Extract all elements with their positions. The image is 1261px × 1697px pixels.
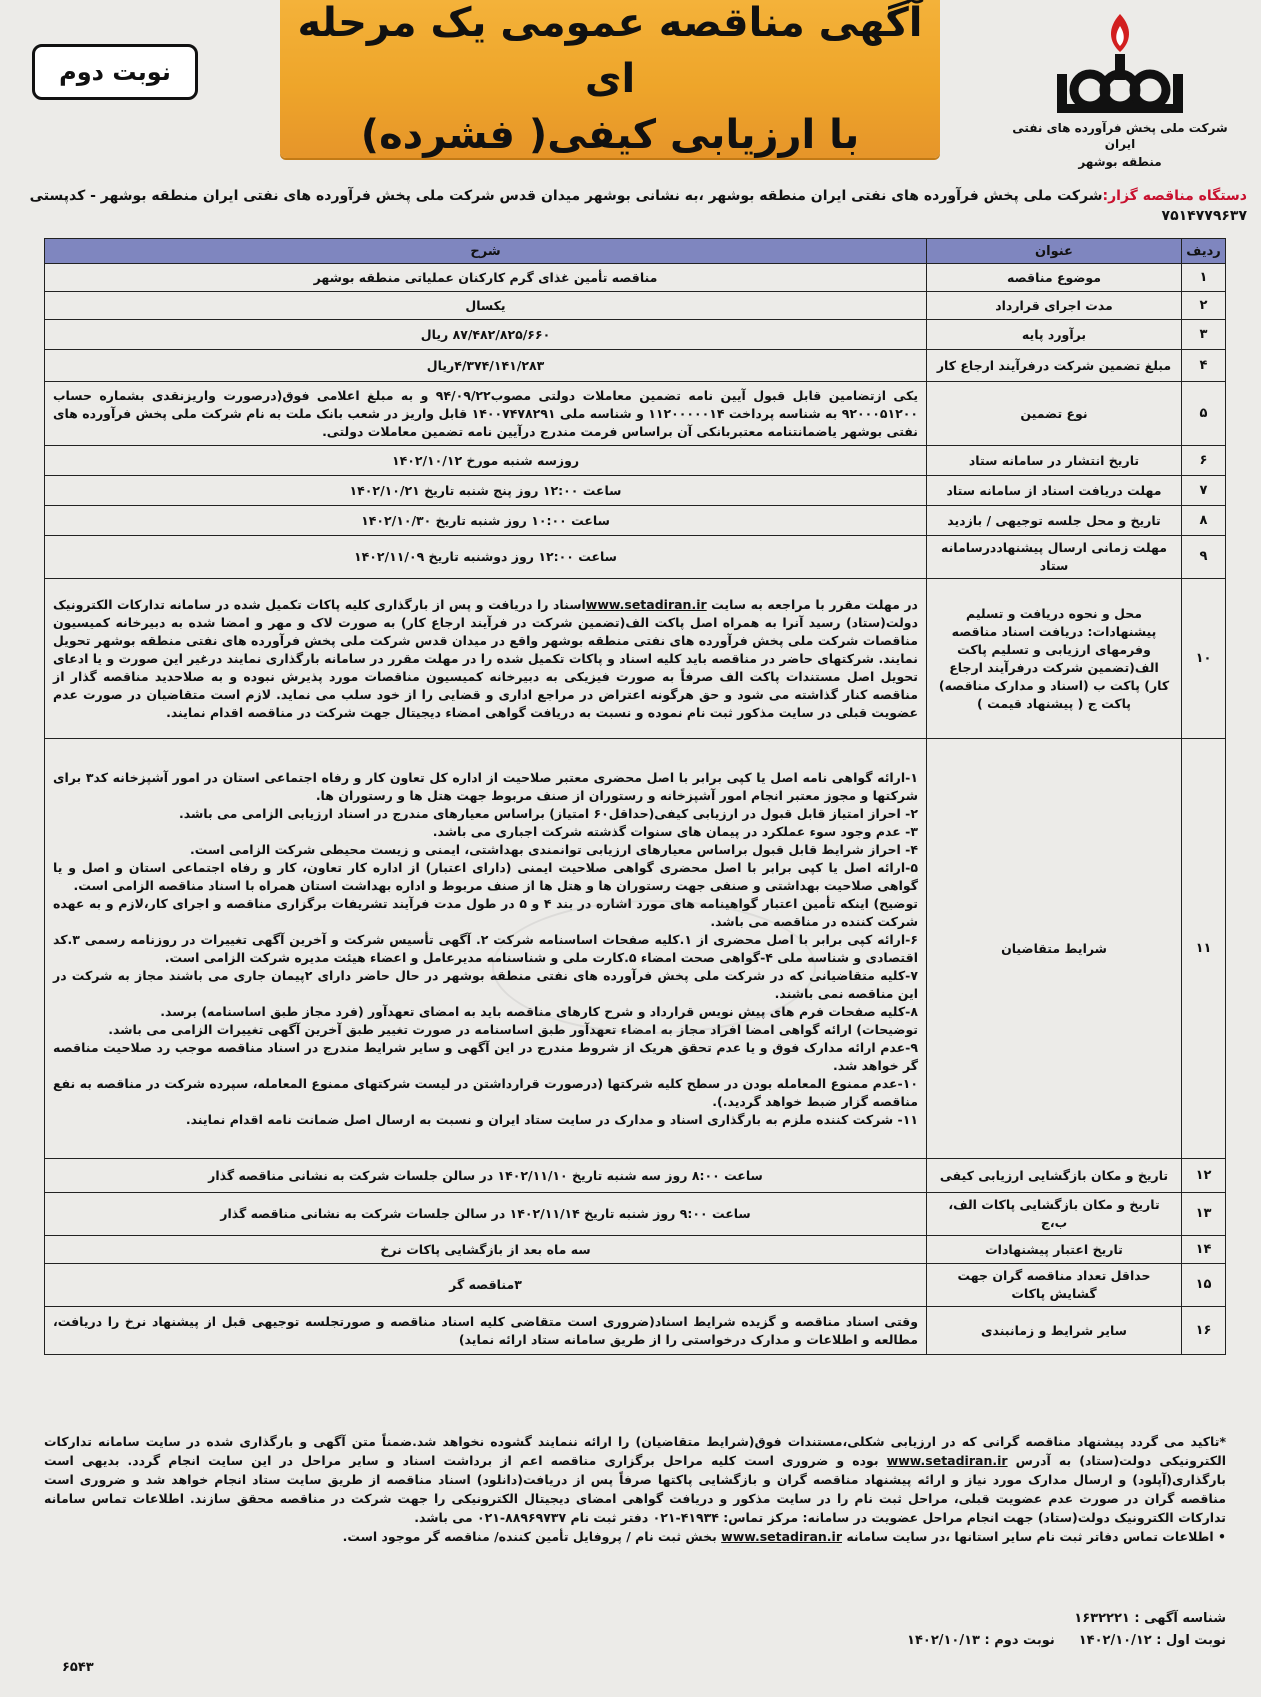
header-title: عنوان xyxy=(927,239,1182,264)
table-row xyxy=(45,1193,1226,1236)
table-row xyxy=(45,446,1226,476)
row-title: مبلغ تضمین شرکت درفرآیند ارجاع کار xyxy=(927,350,1182,382)
flame-logo-icon xyxy=(1045,8,1195,118)
row-description: ۳مناقصه گر xyxy=(45,1264,927,1307)
second-publication: نوبت دوم : ۱۴۰۲/۱۰/۱۳ xyxy=(907,1633,1055,1648)
company-logo xyxy=(1005,8,1235,168)
setadiran-link[interactable]: www.setadiran.ir xyxy=(721,1529,842,1544)
row-title: تاریخ و مکان بازگشایی پاکات الف، ب،ج xyxy=(927,1193,1182,1236)
table-row xyxy=(45,1264,1226,1307)
note-text: بخش ثبت نام / پروفایل تأمین کننده/ مناقصه گر موجود است. xyxy=(342,1529,722,1544)
row-title: تاریخ و مکان بازگشایی ارزیابی کیفی xyxy=(927,1159,1182,1193)
header xyxy=(22,0,1247,180)
first-publication: نوبت اول : ۱۴۰۲/۱۰/۱۲ xyxy=(1078,1633,1226,1648)
condition-item: ۳- عدم وجود سوء عملکرد در پیمان های سنوات گذشته شرکت اجباری می باشد. xyxy=(432,823,918,839)
row-description: ساعت ۱۰:۰۰ روز شنبه تاریخ ۱۴۰۲/۱۰/۳۰ xyxy=(45,506,927,536)
tender-table-wrapper xyxy=(44,238,1226,1355)
table-row xyxy=(45,476,1226,506)
setadiran-link[interactable]: www.setadiran.ir xyxy=(886,1453,1008,1468)
row-number: ۱۳ xyxy=(1182,1193,1226,1236)
table-row xyxy=(45,1159,1226,1193)
page-number: ۶۵۴۳ xyxy=(62,1660,94,1675)
row-title: محل و نحوه دریافت و تسلیم پیشنهادات: دریافت اسناد مناقصه وفرمهای ارزیابی و تسلیم پاکت الف(تضمین شرکت درفرآیند ارجاع کار) پاکت ب (اسناد و مدارک مناقصه) پاکت ج ( پیشنهاد قیمت ) xyxy=(927,579,1182,739)
row-description: ۸۷/۴۸۲/۸۲۵/۶۶۰ ریال xyxy=(45,320,927,350)
condition-item: ۹-عدم ارائه مدارک فوق و یا عدم تحقق هریک از شروط مندرج در این آگهی و سایر شرایط مندرج در اسناد مناقصه موجب رد صلاحیت مناقصه گر خواهد شد. xyxy=(53,1039,918,1073)
footer-row xyxy=(44,1630,1226,1652)
condition-item: توضیح) اینکه تأمین اعتبار گواهینامه های مورد اشاره در بند ۴ و ۵ در طول مدت فرآیند تشریفات برگزاری مناقصه و اجرای کار،لازم و به عهده شرکت کننده در مناقصه می باشد. xyxy=(53,895,918,929)
table-row xyxy=(45,264,1226,292)
header-description: شرح xyxy=(45,239,927,264)
row-title: شرایط متقاضیان xyxy=(927,739,1182,1159)
condition-item: ۴- احراز شرایط قابل قبول براساس معیارهای ارزیابی توانمندی بهداشتی، ایمنی و زیست محیطی شرکت الزامی است. xyxy=(190,841,918,857)
row-description-start: در مهلت مقرر با مراجعه به سایت xyxy=(706,596,918,612)
row-number: ۱۴ xyxy=(1182,1236,1226,1264)
row-description-end: اسناد را دریافت و پس از بارگذاری کلیه پاکات تکمیل شده در سامانه تدارکات الکترونیک دولت(ستاد) رسید آنرا به همراه اصل پاکت الف(تضمین شرکت در فرآیند ارجاع کار) به صورت لاک و مهر و امضا شده به دبیرخانه کمیسیون مناقصات شرکت ملی پخش فرآورده های نفتی منطقه بوشهر واقع در میدان قدس شرکت ملی پخش فرآورده های نفتی منطقه بوشهر تحویل نمایند. شرکتهای حاضر در مناقصه باید کلیه اسناد و پاکات تکمیل شده را در مهلت مقرر در سامانه بارگذاری نمایند درغیر این صورت و یا ادعای تحویل اصل مستندات پاکت الف صرفاً به صورت فیزیکی به دبیرخانه کمیسیون مناقصات مورد پذیرش نبوده و به صلاحدید مناقصه گذار از مناقصه کنار گذاشته می شود و حق هرگونه اعتراض در مراجع اداری و قضایی را از خود سلب می نماید. لازم است متقاضیان در صورت عدم عضویت قبلی در سایت مذکور ثبت نام نموده و نسبت به دریافت گواهی امضاء دیجیتال جهت شرکت در مناقصه اقدام نمایند. xyxy=(53,596,918,720)
row-description: روزسه شنبه مورخ ۱۴۰۲/۱۰/۱۲ xyxy=(45,446,927,476)
footer-row xyxy=(44,1608,1226,1630)
row-description: یکسال xyxy=(45,292,927,320)
row-number: ۹ xyxy=(1182,536,1226,579)
row-title: نوع تضمین xyxy=(927,382,1182,446)
row-description: ساعت ۹:۰۰ روز شنبه تاریخ ۱۴۰۲/۱۱/۱۴ در سالن جلسات شرکت به نشانی مناقصه گذار xyxy=(45,1193,927,1236)
condition-item: ۷-کلیه متقاضیانی که در شرکت ملی پخش فرآورده های نفتی منطقه بوشهر در حال حاضر دارای ۲پیمان جاری می باشند مجاز به شرکت در این مناقصه نمی باشند. xyxy=(53,967,918,1001)
row-description xyxy=(45,579,927,739)
tenderer-text: شرکت ملی پخش فرآورده های نفتی ایران منطقه بوشهر ،به نشانی بوشهر میدان قدس شرکت ملی پخش فرآورده های نفتی ایران منطقه بوشهر - کدپستی ۷۵۱۴۷۷۹۶۳۷ xyxy=(29,188,1247,224)
condition-item: ۱۰-عدم ممنوع المعامله بودن در سطح کلیه شرکتها (درصورت قرارداشتن در لیست شرکتهای ممنوع المعامله، سپرده شرکت در مناقصه به نفع مناقصه گزار ضبط خواهد گردید.). xyxy=(53,1075,918,1109)
row-title: تاریخ و محل جلسه توجیهی / بازدید xyxy=(927,506,1182,536)
tender-table xyxy=(44,238,1226,1355)
tender-advertisement xyxy=(22,0,1247,1697)
row-title: موضوع مناقصه xyxy=(927,264,1182,292)
row-number: ۸ xyxy=(1182,506,1226,536)
row-title: حداقل تعداد مناقصه گران جهت گشایش پاکات xyxy=(927,1264,1182,1307)
row-number: ۳ xyxy=(1182,320,1226,350)
row-number: ۱۲ xyxy=(1182,1159,1226,1193)
setadiran-link[interactable]: www.setadiran.ir xyxy=(585,596,707,612)
company-name: شرکت ملی پخش فرآورده های نفتی ایران xyxy=(1012,121,1228,151)
row-title: مدت اجرای قرارداد xyxy=(927,292,1182,320)
row-description: مناقصه تأمین غذای گرم کارکنان عملیاتی منطقه بوشهر xyxy=(45,264,927,292)
row-title: برآورد پایه xyxy=(927,320,1182,350)
table-row xyxy=(45,350,1226,382)
note-contact xyxy=(44,1527,1226,1546)
table-row xyxy=(45,1236,1226,1264)
note-text: • اطلاعات تماس دفاتر ثبت نام سایر استانها ،در سایت سامانه xyxy=(842,1529,1226,1544)
row-number: ۵ xyxy=(1182,382,1226,446)
ad-id: شناسه آگهی : ۱۶۳۲۲۲۱ xyxy=(1074,1611,1226,1626)
table-row xyxy=(45,579,1226,739)
title-banner xyxy=(280,0,940,158)
condition-item: ۵-ارائه اصل یا کپی برابر با اصل محضری گواهی صلاحیت ایمنی (دارای اعتبار) از اداره کار تعاون، کار و رفاه اجتماعی استان و اصل و یا گواهی صلاحیت بهداشتی و صنفی جهت رستوران ها و هتل ها از صنف مربوط و اداره بهداشت استان همراه با اسناد مناقصه الزامی است. xyxy=(53,859,918,893)
row-number: ۶ xyxy=(1182,446,1226,476)
row-title: سایر شرایط و زمانبندی xyxy=(927,1307,1182,1355)
note-text: *تاکید می گردد پیشنهاد مناقصه گرانی که در ارزیابی شکلی،مستندات فوق(شرایط متقاضیان) را ارائه ننمایند گشوده نخواهد شد.ضمناً متن آگهی و بارگذاری شده در سایت سامانه تدارکات الکترونیکی دولت(ستاد) به آدرس xyxy=(44,1434,1226,1468)
tenderer-line xyxy=(22,186,1247,226)
title-line-2: با ارزیابی کیفی( فشرده) xyxy=(360,112,860,158)
table-header-row xyxy=(45,239,1226,264)
row-description: ۴/۳۷۴/۱۴۱/۲۸۳ریال xyxy=(45,350,927,382)
row-title: تاریخ اعتبار پیشنهادات xyxy=(927,1236,1182,1264)
note-text: بوده و ضروری است کلیه مراحل برگزاری مناقصه اعم از برداشت اسناد و سایر مراحل در این سایت انجام گردد. بدیهی است بارگذاری(آپلود) و ارسال مدارک مورد نیاز و ارائه پیشنهاد مناقصه گران و بازگشایی پاکتها صرفاً پس از دریافت(دانلود) اسناد مناقصه از طریق سایت ستاد انجام خواهد شد و ضروری است مناقصه گران در صورت عدم عضویت قبلی، مراحل ثبت نام را در سایت مذکور و دریافت گواهی امضای دیجیتال الکترونیکی را جهت شرکت در مناقصه محقق سازند. اطلاعات تماس سامانه تدارکات الکترونیک دولت(ستاد) جهت انجام مراحل عضویت در سامانه: مرکز تماس: ۴۱۹۳۴-۰۲۱ دفتر ثبت نام ۸۸۹۶۹۷۳۷-۰۲۱ می باشد. xyxy=(44,1453,1226,1525)
row-description: ساعت ۱۲:۰۰ روز پنج شنبه تاریخ ۱۴۰۲/۱۰/۲۱ xyxy=(45,476,927,506)
tenderer-label: دستگاه مناقصه گزار: xyxy=(1102,188,1247,204)
row-number: ۱۱ xyxy=(1182,739,1226,1159)
row-title: تاریخ انتشار در سامانه ستاد xyxy=(927,446,1182,476)
conditions-list xyxy=(45,739,927,1159)
table-row xyxy=(45,1307,1226,1355)
table-row xyxy=(45,536,1226,579)
condition-item: ۶-ارائه کپی برابر با اصل محضری از ۱.کلیه صفحات اساسنامه شرکت ۲. آگهی تأسیس شرکت و آخرین آگهی تغییرات در روزنامه رسمی ۳.کد اقتصادی و شناسه ملی ۴-گواهی صحت امضاء ۵.کارت ملی و شناسنامه مدیرعامل و اعضاء هیئت مدیره شرکت الزامی است. xyxy=(53,931,918,965)
row-number: ۷ xyxy=(1182,476,1226,506)
row-number: ۱۶ xyxy=(1182,1307,1226,1355)
condition-item: توضیحات) ارائه گواهی امضا افراد مجاز به امضاء تعهدآور طبق اساسنامه در صورت تغییر طبق آخرین آگهی تغییرات الزامی می باشد. xyxy=(108,1021,918,1037)
publication-badge: نوبت دوم xyxy=(32,44,198,100)
title-line-1: آگهی مناقصه عمومی یک مرحله ای xyxy=(297,0,923,102)
condition-item: ۱۱- شرکت کننده ملزم به بارگذاری اسناد و مدارک در سایت ستاد ایران و نسبت به ارسال اصل ضمانت نامه اقدام نمایند. xyxy=(185,1111,918,1127)
row-description: ساعت ۸:۰۰ روز سه شنبه تاریخ ۱۴۰۲/۱۱/۱۰ در سالن جلسات شرکت به نشانی مناقصه گذار xyxy=(45,1159,927,1193)
table-row xyxy=(45,739,1226,1159)
row-description: ساعت ۱۲:۰۰ روز دوشنبه تاریخ ۱۴۰۲/۱۱/۰۹ xyxy=(45,536,927,579)
row-number: ۱ xyxy=(1182,264,1226,292)
row-number: ۱۰ xyxy=(1182,579,1226,739)
row-description: یکی ازتضامین قابل قبول آیین نامه تضمین معاملات دولتی مصوب۹۴/۰۹/۲۲ و به مبلغ اعلامی فوق(درصورت واریزنقدی بشماره حساب ۹۲۰۰۰۵۱۲۰۰ به شناسه پرداخت ۱۱۲۰۰۰۰۰۱۴ و شناسه ملی ۱۴۰۰۷۴۷۸۲۹۱ قابل واریز در شعب بانک ملت به نام شرکت ملی پخش فرآورده های نفتی بوشهر یاضمانتنامه معتبربانکی آن براساس فرمت مندرج درآیین نامه تضمین معاملات دولتی. xyxy=(45,382,927,446)
table-row xyxy=(45,506,1226,536)
table-row xyxy=(45,320,1226,350)
row-description: سه ماه بعد از بازگشایی پاکات نرخ xyxy=(45,1236,927,1264)
header-row-number: ردیف xyxy=(1182,239,1226,264)
table-row xyxy=(45,382,1226,446)
condition-item: ۲- احراز امتیاز قابل قبول در ارزیابی کیفی(حداقل۶۰ امتیاز) براساس معیارهای مندرج در اسناد ارزیابی الزامی می باشد. xyxy=(178,805,918,821)
row-number: ۲ xyxy=(1182,292,1226,320)
notes xyxy=(44,1432,1226,1546)
row-title: مهلت دریافت اسناد از سامانه ستاد xyxy=(927,476,1182,506)
row-title: مهلت زمانی ارسال پیشنهاددرسامانه ستاد xyxy=(927,536,1182,579)
condition-item: ۸-کلیه صفحات فرم های پیش نویس قرارداد و شرح کارهای مناقصه باید به امضای تعهدآور (فرد مجاز طبق اساسنامه) برسد. xyxy=(160,1003,918,1019)
note-main xyxy=(44,1432,1226,1527)
condition-item: ۱-ارائه گواهی نامه اصل یا کپی برابر با اصل محضری معتبر صلاحیت از اداره کل تعاون کار و رفاه اجتماعی استان در امور آشپزخانه کد۳ برای شرکتها و مجوز معتبر انجام امور آشپزخانه و رستوران از صنف مربوط جهت هتل ها و رستوران ها. xyxy=(53,769,918,803)
row-number: ۱۵ xyxy=(1182,1264,1226,1307)
footer xyxy=(44,1608,1226,1652)
table-row xyxy=(45,292,1226,320)
row-number: ۴ xyxy=(1182,350,1226,382)
row-description: وقتی اسناد مناقصه و گزیده شرایط اسناد(ضروری است متقاضی کلیه اسناد مناقصه و صورتجلسه توجیهی قبل از پیشنهاد نرخ را دریافت، مطالعه و اطلاعات و مدارک درخواستی را از طریق سامانه ستاد ارائه نماید) xyxy=(45,1307,927,1355)
company-region: منطقه بوشهر xyxy=(1078,155,1162,169)
